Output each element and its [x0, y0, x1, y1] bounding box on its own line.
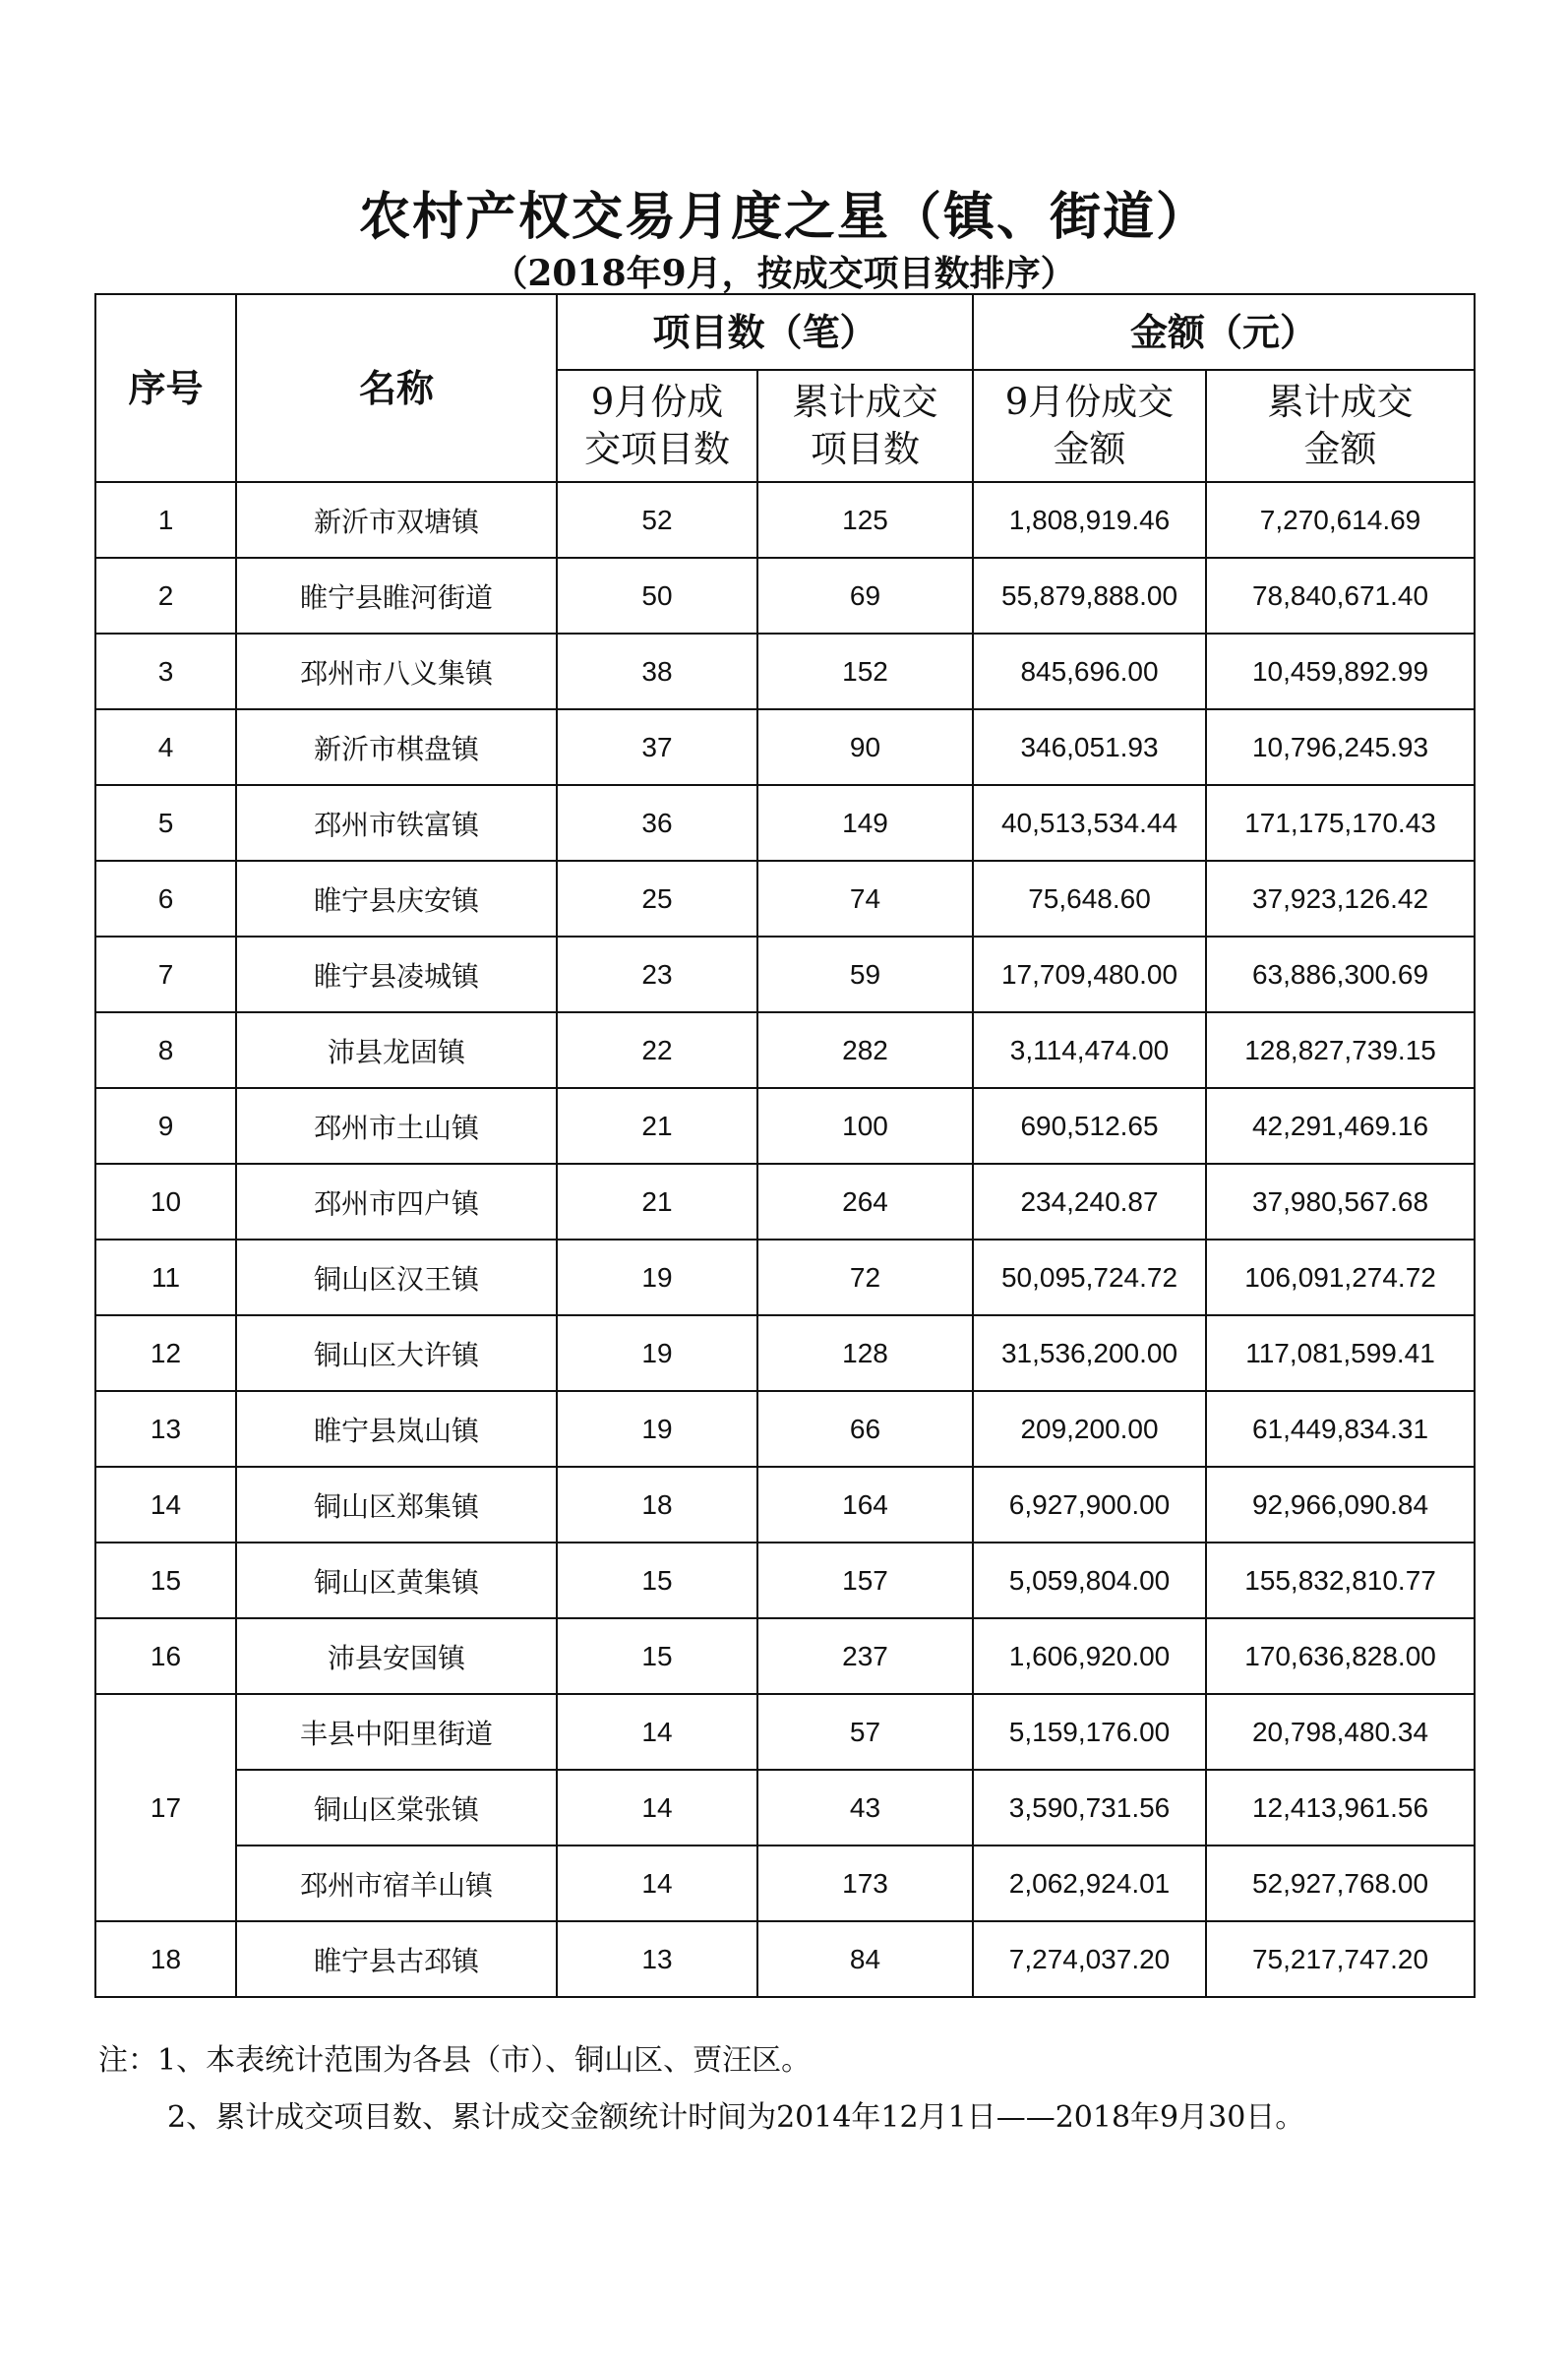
cum-count-cell: 152	[757, 634, 973, 709]
month-amount-cell: 3,590,731.56	[973, 1770, 1206, 1846]
name-cell: 邳州市四户镇	[236, 1164, 557, 1240]
month-count-cell: 13	[557, 1921, 757, 1997]
rank-cell: 2	[95, 558, 236, 634]
rank-cell: 13	[95, 1391, 236, 1467]
month-amount-cell: 17,709,480.00	[973, 937, 1206, 1012]
month-count-cell: 14	[557, 1694, 757, 1770]
header-month-count: 9月份成交项目数	[557, 370, 757, 482]
name-cell: 丰县中阳里街道	[236, 1694, 557, 1770]
cum-count-cell: 128	[757, 1315, 973, 1391]
table-row	[95, 861, 1475, 937]
note-1: 注：1、本表统计范围为各县（市）、铜山区、贾汪区。	[98, 2043, 812, 2078]
month-count-cell: 21	[557, 1164, 757, 1240]
table-row	[95, 1012, 1475, 1088]
cum-count-cell: 72	[757, 1240, 973, 1315]
cum-amount-cell: 20,798,480.34	[1206, 1694, 1475, 1770]
month-amount-cell: 7,274,037.20	[973, 1921, 1206, 1997]
month-amount-cell: 2,062,924.01	[973, 1846, 1206, 1921]
document-subtitle: （2018年9月，按成交项目数排序）	[492, 253, 1076, 294]
table-row	[95, 1467, 1475, 1543]
name-cell: 铜山区黄集镇	[236, 1543, 557, 1618]
month-amount-cell: 346,051.93	[973, 709, 1206, 785]
cum-count-cell: 90	[757, 709, 973, 785]
rank-cell: 1	[95, 482, 236, 558]
table-row	[95, 937, 1475, 1012]
cum-count-cell: 237	[757, 1618, 973, 1694]
rank-cell: 6	[95, 861, 236, 937]
cum-amount-cell: 128,827,739.15	[1206, 1012, 1475, 1088]
rank-cell: 7	[95, 937, 236, 1012]
header-amount-group: 金额（元）	[973, 294, 1475, 370]
table-row	[95, 1618, 1475, 1694]
month-amount-cell: 690,512.65	[973, 1088, 1206, 1164]
cum-count-cell: 59	[757, 937, 973, 1012]
table-row	[95, 634, 1475, 709]
cum-amount-cell: 155,832,810.77	[1206, 1543, 1475, 1618]
month-count-cell: 22	[557, 1012, 757, 1088]
table-row	[95, 1770, 1475, 1846]
month-amount-cell: 1,606,920.00	[973, 1618, 1206, 1694]
month-amount-cell: 5,159,176.00	[973, 1694, 1206, 1770]
month-count-cell: 15	[557, 1618, 757, 1694]
header-index: 序号	[95, 294, 236, 482]
cum-count-cell: 282	[757, 1012, 973, 1088]
name-cell: 邳州市宿羊山镇	[236, 1846, 557, 1921]
month-amount-cell: 234,240.87	[973, 1164, 1206, 1240]
table-row	[95, 1921, 1475, 1997]
cum-amount-cell: 78,840,671.40	[1206, 558, 1475, 634]
table-row	[95, 1391, 1475, 1467]
name-cell: 邳州市土山镇	[236, 1088, 557, 1164]
cum-count-cell: 84	[757, 1921, 973, 1997]
table-row	[95, 1088, 1475, 1164]
rank-cell: 12	[95, 1315, 236, 1391]
cum-count-cell: 57	[757, 1694, 973, 1770]
note-2: 2、累计成交项目数、累计成交金额统计时间为2014年12月1日——2018年9月30日。	[167, 2100, 1305, 2135]
rank-cell: 11	[95, 1240, 236, 1315]
month-count-cell: 25	[557, 861, 757, 937]
rank-cell: 3	[95, 634, 236, 709]
name-cell: 铜山区棠张镇	[236, 1770, 557, 1846]
name-cell: 新沂市双塘镇	[236, 482, 557, 558]
name-cell: 铜山区汉王镇	[236, 1240, 557, 1315]
cum-amount-cell: 63,886,300.69	[1206, 937, 1475, 1012]
rank-cell: 16	[95, 1618, 236, 1694]
month-count-cell: 37	[557, 709, 757, 785]
name-cell: 沛县安国镇	[236, 1618, 557, 1694]
cum-amount-cell: 42,291,469.16	[1206, 1088, 1475, 1164]
cum-count-cell: 100	[757, 1088, 973, 1164]
name-cell: 睢宁县岚山镇	[236, 1391, 557, 1467]
month-amount-cell: 209,200.00	[973, 1391, 1206, 1467]
month-amount-cell: 5,059,804.00	[973, 1543, 1206, 1618]
month-amount-cell: 3,114,474.00	[973, 1012, 1206, 1088]
table-row	[95, 1694, 1475, 1770]
table-row	[95, 1164, 1475, 1240]
name-cell: 邳州市铁富镇	[236, 785, 557, 861]
rank-cell: 10	[95, 1164, 236, 1240]
cum-count-cell: 264	[757, 1164, 973, 1240]
table-row	[95, 1315, 1475, 1391]
cum-amount-cell: 170,636,828.00	[1206, 1618, 1475, 1694]
rank-cell: 4	[95, 709, 236, 785]
rank-cell: 8	[95, 1012, 236, 1088]
name-cell: 睢宁县古邳镇	[236, 1921, 557, 1997]
cum-count-cell: 157	[757, 1543, 973, 1618]
rank-cell: 5	[95, 785, 236, 861]
cum-amount-cell: 171,175,170.43	[1206, 785, 1475, 861]
cum-count-cell: 66	[757, 1391, 973, 1467]
month-count-cell: 19	[557, 1240, 757, 1315]
month-count-cell: 19	[557, 1315, 757, 1391]
month-count-cell: 52	[557, 482, 757, 558]
cum-count-cell: 69	[757, 558, 973, 634]
name-cell: 邳州市八义集镇	[236, 634, 557, 709]
month-amount-cell: 31,536,200.00	[973, 1315, 1206, 1391]
month-amount-cell: 40,513,534.44	[973, 785, 1206, 861]
cum-amount-cell: 10,796,245.93	[1206, 709, 1475, 785]
name-cell: 铜山区郑集镇	[236, 1467, 557, 1543]
month-count-cell: 38	[557, 634, 757, 709]
cum-count-cell: 74	[757, 861, 973, 937]
name-cell: 新沂市棋盘镇	[236, 709, 557, 785]
cum-count-cell: 149	[757, 785, 973, 861]
ranking-table	[94, 293, 1476, 1998]
table-row	[95, 1846, 1475, 1921]
header-cum-amount: 累计成交金额	[1206, 370, 1475, 482]
name-cell: 铜山区大许镇	[236, 1315, 557, 1391]
cum-amount-cell: 12,413,961.56	[1206, 1770, 1475, 1846]
month-count-cell: 50	[557, 558, 757, 634]
month-count-cell: 14	[557, 1846, 757, 1921]
rank-cell: 14	[95, 1467, 236, 1543]
rank-cell: 17	[95, 1694, 236, 1921]
cum-amount-cell: 52,927,768.00	[1206, 1846, 1475, 1921]
document-title: 农村产权交易月度之星（镇、街道）	[358, 187, 1209, 247]
cum-count-cell: 164	[757, 1467, 973, 1543]
cum-amount-cell: 37,980,567.68	[1206, 1164, 1475, 1240]
table-row	[95, 1543, 1475, 1618]
header-count-group: 项目数（笔）	[557, 294, 973, 370]
cum-amount-cell: 75,217,747.20	[1206, 1921, 1475, 1997]
month-count-cell: 15	[557, 1543, 757, 1618]
month-count-cell: 36	[557, 785, 757, 861]
cum-amount-cell: 117,081,599.41	[1206, 1315, 1475, 1391]
table-row	[95, 709, 1475, 785]
month-amount-cell: 75,648.60	[973, 861, 1206, 937]
name-cell: 睢宁县睢河街道	[236, 558, 557, 634]
cum-amount-cell: 61,449,834.31	[1206, 1391, 1475, 1467]
cum-amount-cell: 37,923,126.42	[1206, 861, 1475, 937]
name-cell: 沛县龙固镇	[236, 1012, 557, 1088]
cum-amount-cell: 10,459,892.99	[1206, 634, 1475, 709]
header-month-amount: 9月份成交金额	[973, 370, 1206, 482]
table-row	[95, 558, 1475, 634]
table-row	[95, 482, 1475, 558]
month-amount-cell: 55,879,888.00	[973, 558, 1206, 634]
cum-count-cell: 125	[757, 482, 973, 558]
month-count-cell: 23	[557, 937, 757, 1012]
rank-cell: 9	[95, 1088, 236, 1164]
name-cell: 睢宁县凌城镇	[236, 937, 557, 1012]
table-notes	[98, 2032, 1304, 2147]
name-cell: 睢宁县庆安镇	[236, 861, 557, 937]
header-cum-count: 累计成交项目数	[757, 370, 973, 482]
month-count-cell: 21	[557, 1088, 757, 1164]
month-amount-cell: 50,095,724.72	[973, 1240, 1206, 1315]
header-name: 名称	[236, 294, 557, 482]
cum-amount-cell: 106,091,274.72	[1206, 1240, 1475, 1315]
month-count-cell: 18	[557, 1467, 757, 1543]
rank-cell: 18	[95, 1921, 236, 1997]
table-row	[95, 785, 1475, 861]
month-count-cell: 14	[557, 1770, 757, 1846]
month-amount-cell: 6,927,900.00	[973, 1467, 1206, 1543]
cum-amount-cell: 92,966,090.84	[1206, 1467, 1475, 1543]
month-amount-cell: 845,696.00	[973, 634, 1206, 709]
rank-cell: 15	[95, 1543, 236, 1618]
table-row	[95, 1240, 1475, 1315]
month-amount-cell: 1,808,919.46	[973, 482, 1206, 558]
cum-count-cell: 43	[757, 1770, 973, 1846]
month-count-cell: 19	[557, 1391, 757, 1467]
cum-amount-cell: 7,270,614.69	[1206, 482, 1475, 558]
cum-count-cell: 173	[757, 1846, 973, 1921]
